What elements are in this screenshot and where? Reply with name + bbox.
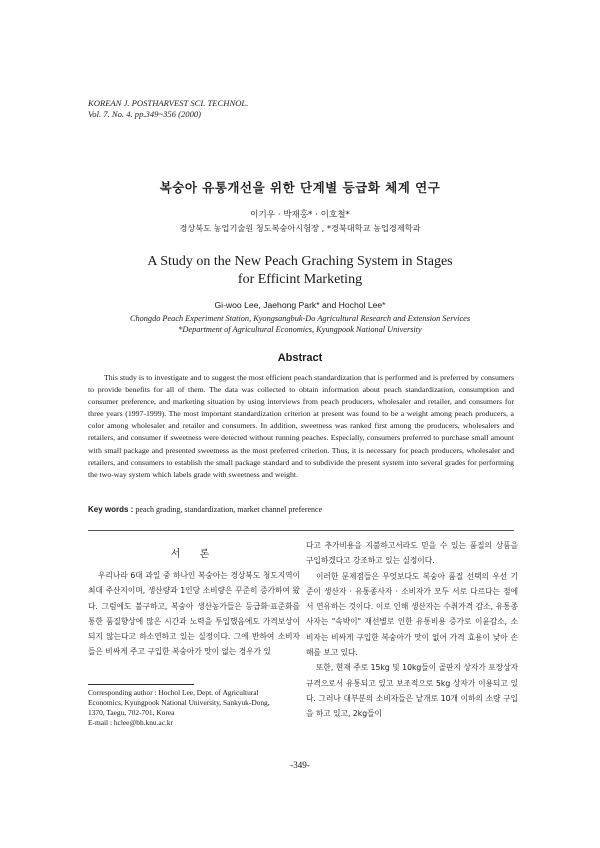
keywords-label: Key words : <box>88 505 134 514</box>
korean-affiliation: 경상북도 농업기술원 청도복숭아시험장 , *경북대학교 농업경제학과 <box>179 223 421 233</box>
journal-volume: Vol. 7. No. 4. pp.349~356 (2000) <box>88 109 202 119</box>
footnote-line: 1370, Taegu, 702-701, Korea <box>88 708 175 717</box>
korean-authors: 이기우 · 박재홍* · 이호철* <box>250 210 350 220</box>
affiliation-line2: *Department of Agricultural Economics, Kyungpook National University <box>178 325 422 334</box>
intro-paragraph: 또한, 현재 주로 15kg 및 10kg들이 골판지 상자가 포장상자 규격으로서 유통되고 있고 보조적으로 5kg 상자가 이용되고 있다. 그러나 대부분의 소비자들은 낱개로 10개 이하의 소량 구입을 하고 있고, 2kg들이 <box>306 663 518 719</box>
section-divider <box>88 530 514 531</box>
english-title-line1: A Study on the New Peach Graching System in Stages <box>147 254 453 269</box>
journal-header <box>88 98 248 120</box>
left-column <box>88 568 300 660</box>
footnote-email: E-mail : hclee@bh.knu.ac.kr <box>88 718 173 727</box>
abstract-body: This study is to investigate and to suggest the most efficient peach standardization that is performed and is preferred by consumers to provide benefits for all of them. The data was collected to obtain information about peach standardization, consumption and consumer preference, and marketing situation by using interviews from peach producers, wholesaler and retailer, and consumers for three years (1997-1999). The most important standardization criterion at present was found to be a weight among peach producers, a color among wholesaler and retailer and consumers. In addition, sweetness was ranked first among the producers, wholesalers and retailers, and consumer if sweetness were detected without running peaches. Especially, consumers preferred to purchase small amount with small package and presented sweetness as the most preferred criterion. Thus, it is necessary for peach producers, wholesaler and retailers, and consumers to establish the small package standard and to subdivide the present system into several grades for performing the two-way system which labels grade with sweetness and weight. <box>88 373 514 479</box>
footnote-rule <box>88 684 194 685</box>
corresponding-author-footnote <box>88 688 300 728</box>
abstract-heading: Abstract <box>277 352 323 364</box>
english-authors: Gi-woo Lee, Jaehong Park* and Hochol Lee* <box>214 300 386 310</box>
english-title <box>0 253 600 289</box>
english-title-line2: for Efficint Marketing <box>237 272 363 287</box>
page-number: -349- <box>290 760 310 770</box>
footnote-line: Corresponding author : Hochol Lee, Dept. of Agricultural <box>88 688 259 697</box>
intro-paragraph: 이러한 문제점들은 무엇보다도 복숭아 품질 선택의 우선 기준이 생산자 · 유통종사자 · 소비자가 모두 서로 다르다는 점에서 연유하는 것이다. 이로 인해 생산자는 수취가격 감소, 유통종사자는 "속박이" 재선별로 인한 유통비용 증가로 이윤감소, 소비자는 비싸게 구입한 복숭아가 맛이 없어 가격 효용이 낮아 손해를 보고 있다. <box>306 571 518 658</box>
journal-name: KOREAN J. POSTHARVEST SCI. TECHNOL. <box>88 98 249 108</box>
english-affiliation <box>0 313 600 335</box>
introduction-heading: 서 론 <box>170 549 218 560</box>
right-column <box>306 538 518 722</box>
keywords <box>88 505 514 514</box>
keywords-text: peach grading, standardization, market channel preference <box>135 505 323 514</box>
korean-title: 복숭아 유통개선을 위한 단계별 등급화 체계 연구 <box>159 180 441 195</box>
intro-paragraph: 다고 추가비용을 지불하고서라도 믿을 수 있는 품질의 상품을 구입하겠다고 강조하고 있는 실정이다. <box>306 541 518 566</box>
affiliation-line1: Chongdo Peach Experiment Station, Kyongsangbuk-Do Agricultural Research and Extension Services <box>129 314 471 323</box>
footnote-line: Economics, Kyungpook National University, Sankyuk-Dong, <box>88 698 270 707</box>
intro-paragraph: 우리나라 6대 과일 중 하나인 복숭아는 경상북도 청도지역이 최대 주산지이며, 생산량과 1인당 소비량은 꾸준히 증가하여 왔다. 그럼에도 불구하고, 복숭아 생산농가들은 등급화·표준화를 통한 품질향상에 많은 시간과 노력을 투입했음에도 가격보상이 되지 않는다고 하소연하고 있는 실정이다. 그에 반하여 소비자들은 비싸게 주고 구입한 복숭아가 맛이 없는 경우가 있 <box>88 571 300 657</box>
